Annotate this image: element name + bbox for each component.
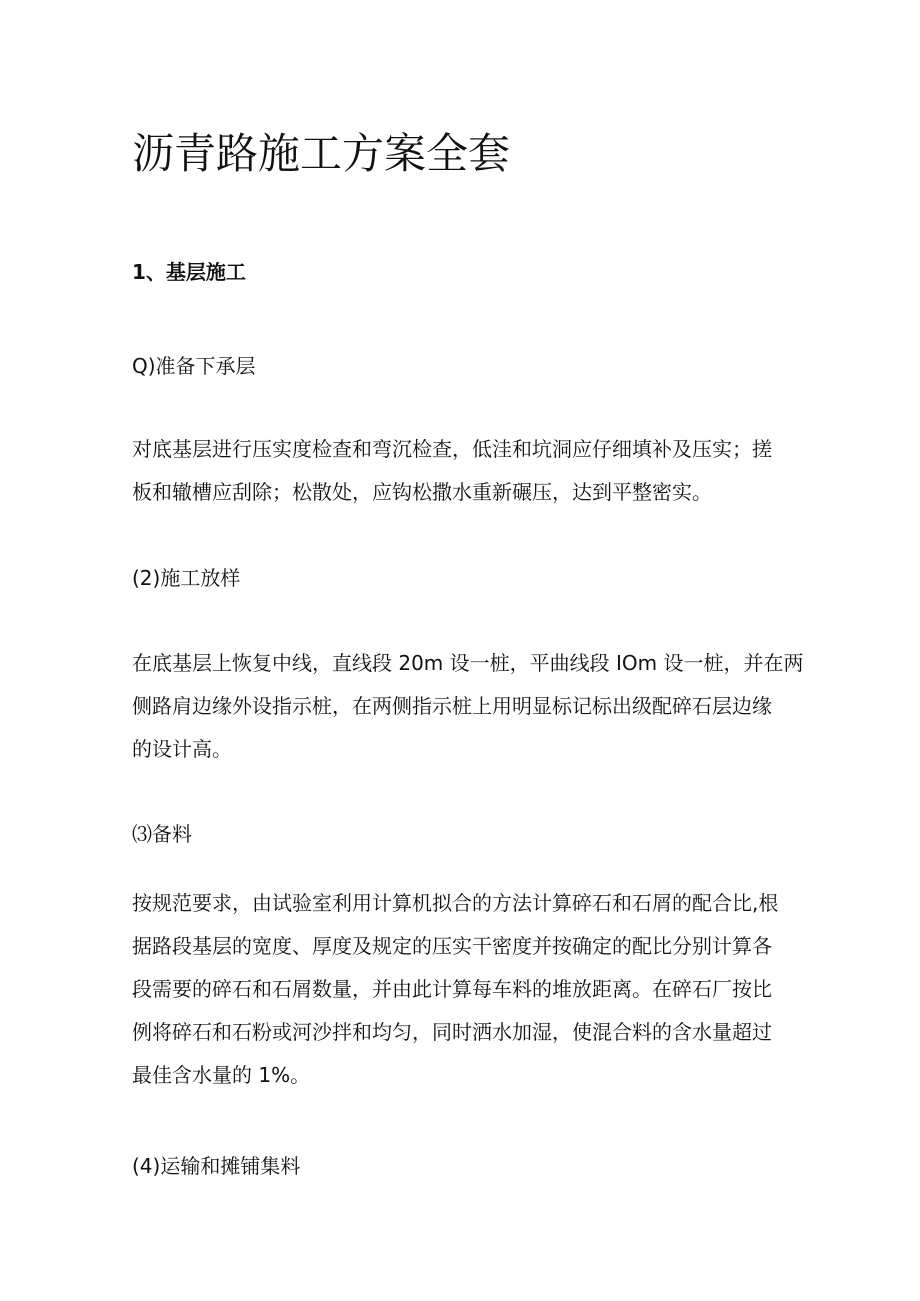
- paragraph-prepare-sublayer: [132, 428, 792, 514]
- paragraph-line: 例将碎石和石粉或河沙拌和均匀，同时洒水加湿，使混合料的含水量超过: [132, 1020, 772, 1044]
- subheading-construction-layout: (2)施工放样: [132, 566, 241, 590]
- paragraph-line: 板和辙槽应刮除；松散处，应钩松撒水重新碾压，达到平整密实。: [132, 480, 712, 504]
- paragraph-line: 按规范要求，由试验室利用计算机拟合的方法计算碎石和石屑的配合比,根: [132, 891, 779, 915]
- document-title: 沥青路施工方案全套: [132, 129, 511, 178]
- paragraph-material-preparation: [132, 882, 792, 1097]
- subheading-prepare-sublayer: Q)准备下承层: [132, 354, 256, 378]
- paragraph-line: 最佳含水量的 1%。: [132, 1063, 311, 1087]
- paragraph-construction-layout: [132, 642, 804, 771]
- section-heading-base-construction: 1、基层施工: [132, 260, 246, 284]
- paragraph-line: 的设计高。: [132, 737, 232, 761]
- paragraph-line: 段需要的碎石和石屑数量，并由此计算每车料的堆放距离。在碎石厂按比: [132, 977, 772, 1001]
- paragraph-line: 对底基层进行压实度检查和弯沉检查，低洼和坑洞应仔细填补及压实；搓: [132, 437, 772, 461]
- subheading-transport-and-spreading: (4)运输和摊铺集料: [132, 1154, 301, 1178]
- paragraph-line: 侧路肩边缘外设指示桩，在两侧指示桩上用明显标记标出级配碎石层边缘: [132, 694, 772, 718]
- paragraph-line: 据路段基层的宽度、厚度及规定的压实干密度并按确定的配比分别计算各: [132, 934, 772, 958]
- paragraph-line: 在底基层上恢复中线，直线段 20m 设一桩，平曲线段 IOm 设一桩，并在两: [132, 651, 804, 675]
- subheading-material-preparation: ⑶备料: [132, 822, 192, 846]
